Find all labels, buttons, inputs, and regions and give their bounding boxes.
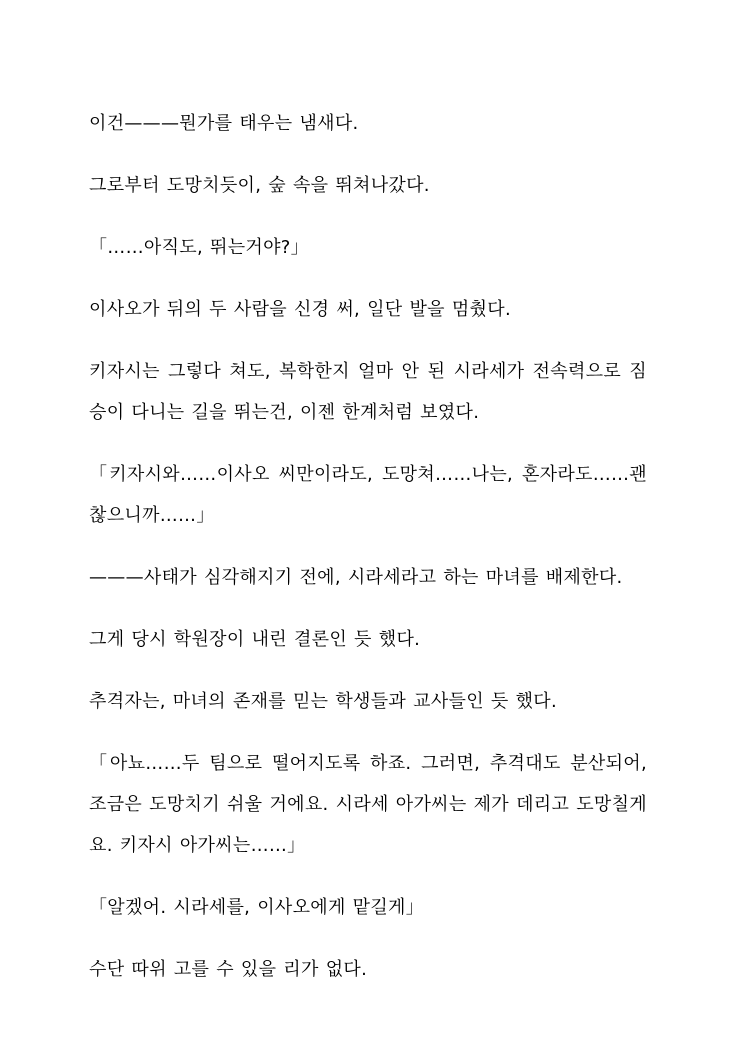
- paragraph: 「키자시와……이사오 씨만이라도, 도망쳐……나는, 혼자라도……괜찮으니까……」: [89, 464, 647, 526]
- paragraph: 추격자는, 마녀의 존재를 믿는 학생들과 교사들인 듯 했다.: [89, 691, 558, 712]
- paragraph: 「……아직도, 뛰는거야?」: [89, 237, 309, 258]
- paragraph: 「알겠어. 시라세를, 이사오에게 맡길게」: [89, 897, 425, 918]
- paragraph: 이건———뭔가를 태우는 냄새다.: [89, 113, 359, 134]
- paragraph: 그게 당시 학원장이 내린 결론인 듯 했다.: [89, 629, 421, 650]
- document-page: [89, 103, 647, 1011]
- paragraph: 「아뇨……두 팀으로 떨어지도록 하죠. 그러면, 추격대도 분산되어, 조금은 도망치기 쉬울 거에요. 시라세 아가씨는 제가 데리고 도망칠게요. 키자시 아가씨는……」: [89, 753, 647, 856]
- paragraph: ———사태가 심각해지기 전에, 시라세라고 하는 마녀를 배제한다.: [89, 567, 623, 588]
- paragraph: 그로부터 도망치듯이, 숲 속을 뛰쳐나갔다.: [89, 175, 430, 196]
- paragraph: 키자시는 그렇다 쳐도, 복학한지 얼마 안 된 시라세가 전속력으로 짐승이 다니는 길을 뛰는건, 이젠 한계처럼 보였다.: [89, 361, 647, 423]
- paragraph: 수단 따위 고를 수 있을 리가 없다.: [89, 959, 368, 980]
- paragraph: 이사오가 뒤의 두 사람을 신경 써, 일단 발을 멈췄다.: [89, 299, 511, 320]
